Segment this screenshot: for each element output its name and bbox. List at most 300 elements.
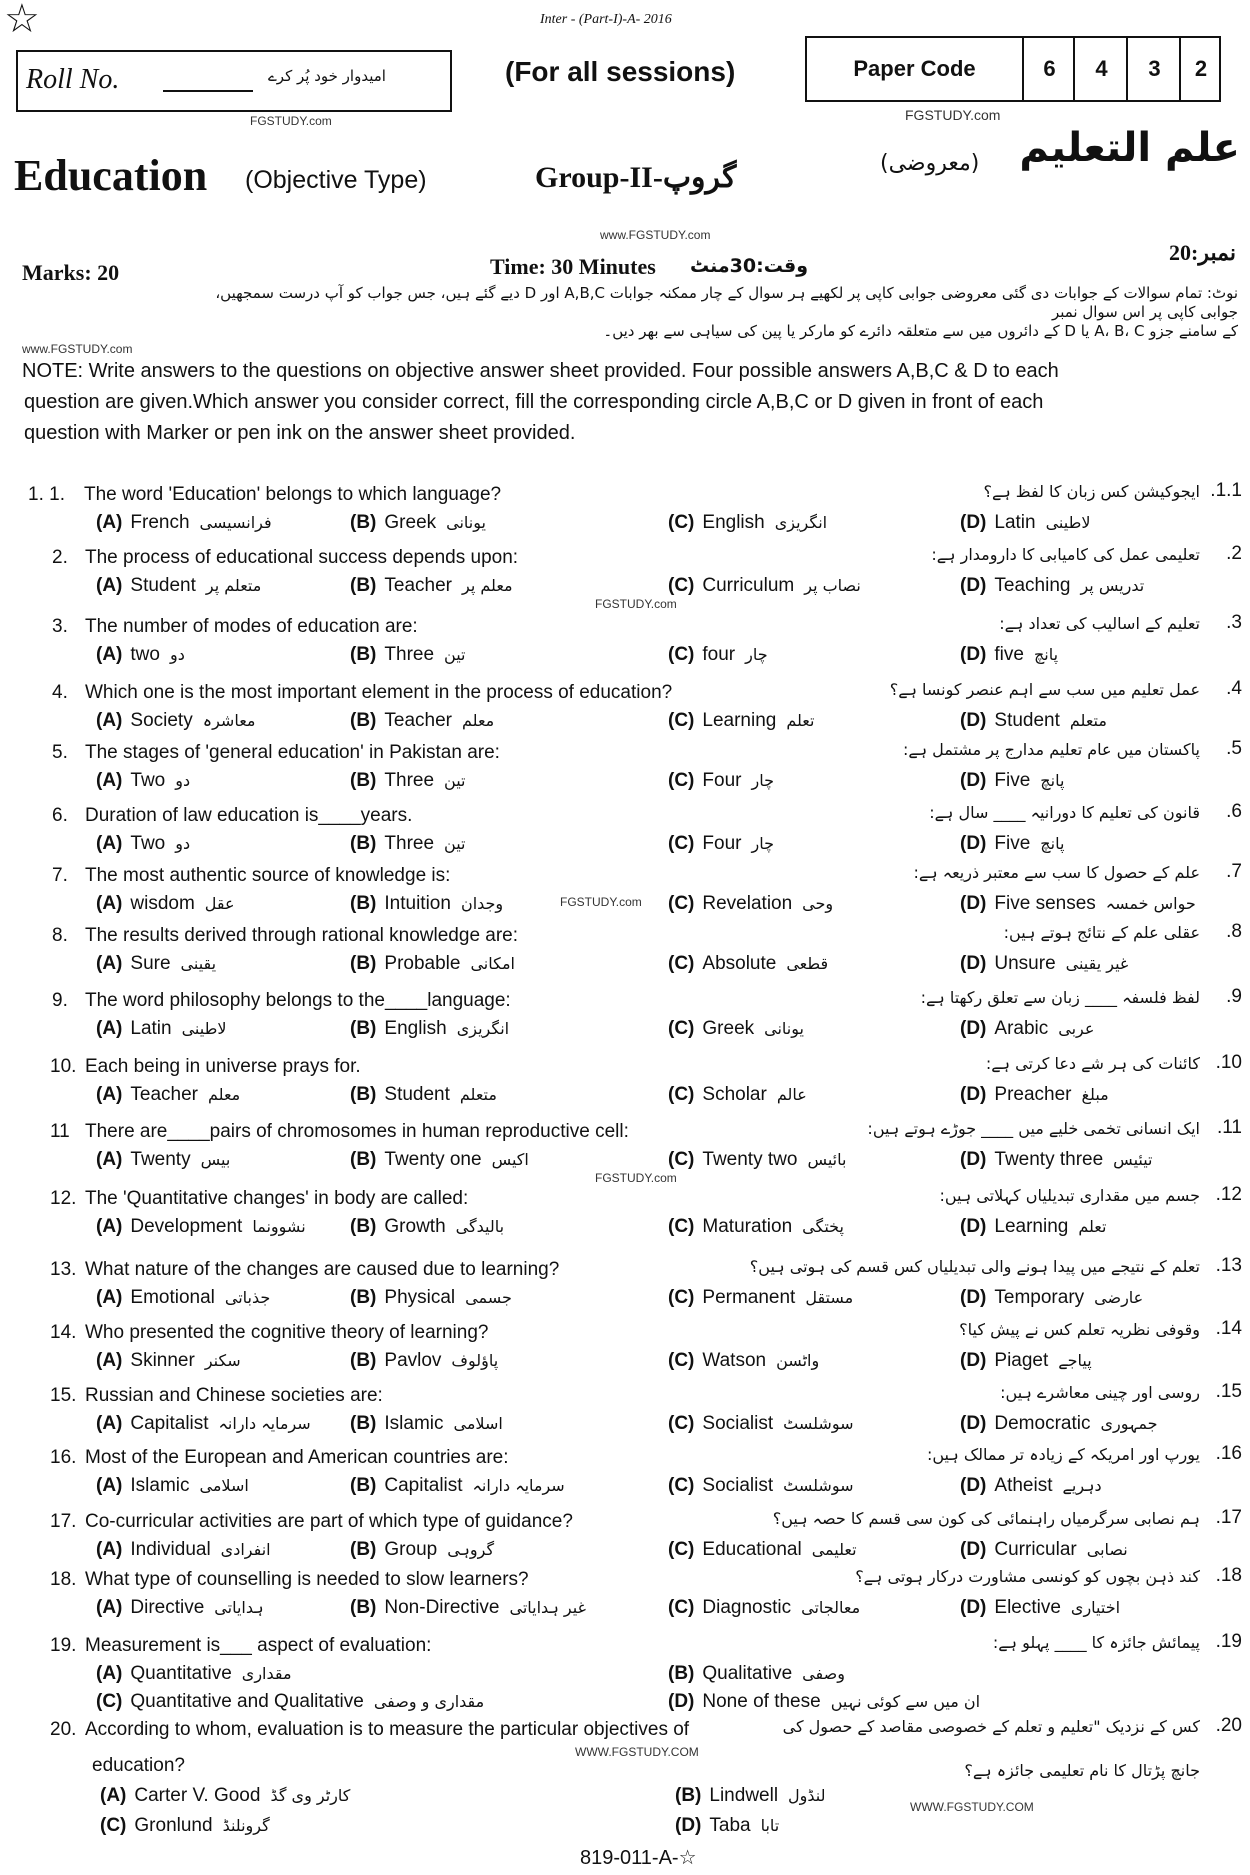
question-number: 14. <box>50 1322 77 1343</box>
option-letter: (C) <box>668 575 695 596</box>
option-letter: (A) <box>96 1149 123 1170</box>
answer-option[interactable] <box>96 953 216 975</box>
option-text-urdu: سوشلسٹ <box>783 1476 854 1495</box>
answer-option[interactable] <box>960 1216 1106 1238</box>
answer-option[interactable] <box>96 833 190 855</box>
answer-option[interactable] <box>96 1475 249 1497</box>
answer-option[interactable] <box>960 1475 1102 1497</box>
answer-option[interactable] <box>96 1287 270 1309</box>
time-urdu: وقت:30منٹ <box>690 255 809 277</box>
answer-option[interactable] <box>960 575 1144 597</box>
answer-option[interactable] <box>668 1663 845 1685</box>
question-text-urdu: علم کے حصول کا سب سے معتبر ذریعہ ہے: <box>913 863 1200 882</box>
option-letter: (B) <box>350 1216 377 1237</box>
option-letter: (B) <box>350 1287 377 1308</box>
answer-option[interactable] <box>960 1597 1120 1619</box>
option-text-urdu: امکانی <box>470 954 515 973</box>
footer-code: 819-011-A-☆ <box>580 1847 697 1869</box>
watermark: FGSTUDY.com <box>595 1171 677 1185</box>
option-letter: (C) <box>668 1597 695 1618</box>
answer-option[interactable] <box>350 893 503 915</box>
option-letter: (A) <box>96 1475 123 1496</box>
option-text-urdu: اسلامی <box>199 1476 249 1495</box>
answer-option[interactable] <box>668 1691 980 1713</box>
option-text: Twenty two <box>702 1149 798 1170</box>
answer-option[interactable] <box>350 512 486 534</box>
option-text: Emotional <box>130 1287 215 1308</box>
answer-option[interactable] <box>96 1691 484 1713</box>
option-text-urdu: تابا <box>760 1816 780 1835</box>
option-letter: (A) <box>96 644 123 665</box>
option-text: Permanent <box>702 1287 796 1308</box>
option-letter: (C) <box>668 1084 695 1105</box>
option-letter: (C) <box>668 1475 695 1496</box>
answer-option[interactable] <box>350 1149 529 1171</box>
question-text: What nature of the changes are caused due to learning? <box>85 1259 560 1280</box>
option-text-urdu: تعلم <box>786 711 815 730</box>
question-number: 10. <box>50 1056 77 1077</box>
option-text: Two <box>130 833 166 854</box>
option-text: Qualitative <box>702 1663 793 1684</box>
option-letter: (A) <box>100 1785 127 1806</box>
subject-title: Education <box>14 151 208 200</box>
note-urdu <box>200 284 1238 341</box>
question-number-urdu: .15 <box>1215 1381 1242 1402</box>
option-letter: (B) <box>350 644 377 665</box>
option-text-urdu: لاطینی <box>1045 513 1091 532</box>
option-text: Educational <box>702 1539 802 1560</box>
answer-option[interactable] <box>960 1084 1109 1106</box>
option-text-urdu: جذباتی <box>224 1288 271 1307</box>
answer-option[interactable] <box>960 512 1090 534</box>
question-number: 19. <box>50 1635 77 1656</box>
answer-option[interactable] <box>96 512 272 534</box>
option-text-urdu: تعلم <box>1078 1217 1107 1236</box>
paper-code-box <box>805 36 1221 102</box>
option-text: Socialist <box>702 1475 774 1496</box>
answer-option[interactable] <box>960 710 1107 732</box>
question-text: Co-curricular activities are part of which type of guidance? <box>85 1511 573 1532</box>
question-text: Which one is the most important element in the process of education? <box>85 682 673 703</box>
answer-option[interactable] <box>960 644 1058 666</box>
question-text-urdu: ایک انسانی تخمی خلیے میں ____ جوڑے ہوتے ہیں: <box>867 1119 1200 1138</box>
option-letter: (A) <box>96 575 123 596</box>
option-text-urdu: معالجاتی <box>801 1598 861 1617</box>
option-text-urdu: نشوونما <box>252 1217 306 1236</box>
option-text: Teacher <box>384 710 452 731</box>
option-letter: (C) <box>668 644 695 665</box>
answer-option[interactable] <box>668 1287 853 1309</box>
question-number-urdu: .6 <box>1226 801 1242 822</box>
option-text-urdu: تین <box>444 834 466 853</box>
question-text-urdu: کند ذہن بچوں کو کونسی مشاورت درکار ہوتی ہے؟ <box>855 1567 1200 1586</box>
option-text-urdu: اکیس <box>491 1150 529 1169</box>
answer-option[interactable] <box>668 1084 807 1106</box>
question-text-urdu: ایجوکیشن کس زبان کا لفظ ہے؟ <box>983 482 1200 501</box>
option-letter: (D) <box>960 710 987 731</box>
answer-option[interactable] <box>668 1350 819 1372</box>
question-number: 18. <box>50 1569 77 1590</box>
option-text: Twenty <box>130 1149 191 1170</box>
option-text-urdu: عارضی <box>1094 1288 1144 1307</box>
question-number-urdu: .4 <box>1226 678 1242 699</box>
answer-option[interactable] <box>350 1597 586 1619</box>
option-letter: (A) <box>96 1216 123 1237</box>
paper-code-label: Paper Code <box>853 56 976 81</box>
option-text: Two <box>130 770 166 791</box>
option-text: Physical <box>384 1287 456 1308</box>
answer-option[interactable] <box>350 644 466 666</box>
answer-option[interactable] <box>350 710 494 732</box>
option-text: Student <box>130 575 196 596</box>
answer-option[interactable] <box>100 1785 350 1807</box>
watermark: WWW.FGSTUDY.COM <box>575 1745 699 1759</box>
paper-code-digit: 6 <box>1022 38 1075 100</box>
option-text: Curriculum <box>702 575 795 596</box>
option-text: Student <box>994 710 1060 731</box>
question-number: 6. <box>52 805 68 826</box>
answer-option[interactable] <box>96 1084 240 1106</box>
question-text-urdu: قانون کی تعلیم کا دورانیہ ____ سال ہے: <box>929 803 1200 822</box>
option-text-urdu: سکنر <box>204 1351 241 1370</box>
option-text: Islamic <box>384 1413 444 1434</box>
answer-option[interactable] <box>960 1539 1128 1561</box>
option-letter: (B) <box>350 1084 377 1105</box>
option-text-urdu: بائیس <box>807 1150 847 1169</box>
answer-option[interactable] <box>960 953 1128 975</box>
answer-option[interactable] <box>960 893 1196 915</box>
answer-option[interactable] <box>96 1018 226 1040</box>
option-text-urdu: جسمی <box>465 1288 512 1307</box>
option-text: Atheist <box>994 1475 1053 1496</box>
answer-option[interactable] <box>96 575 261 597</box>
option-letter: (A) <box>96 1539 123 1560</box>
subject-title-urdu: علم التعلیم <box>1019 125 1240 171</box>
answer-option[interactable] <box>668 710 814 732</box>
option-text: Absolute <box>702 953 777 974</box>
answer-option[interactable] <box>350 953 515 975</box>
option-text-urdu: لاطینی <box>181 1019 227 1038</box>
question-number-urdu: .10 <box>1215 1052 1242 1073</box>
question-number-urdu: .7 <box>1226 861 1242 882</box>
option-letter: (D) <box>960 1084 987 1105</box>
answer-option[interactable] <box>668 1597 860 1619</box>
question-text-urdu: لفظ فلسفہ ____ زبان سے تعلق رکھتا ہے: <box>920 988 1200 1007</box>
option-text: Maturation <box>702 1216 793 1237</box>
option-letter: (C) <box>668 953 695 974</box>
option-text: Intuition <box>384 893 451 914</box>
answer-option[interactable] <box>350 1539 494 1561</box>
option-text: Five <box>994 833 1031 854</box>
question-text-urdu: عقلی علم کے نتائج ہوتے ہیں: <box>1003 923 1200 942</box>
option-text-urdu: چار <box>751 834 774 853</box>
watermark: FGSTUDY.com <box>560 895 642 909</box>
option-text-urdu: پیاجے <box>1058 1351 1092 1370</box>
option-text: Taba <box>709 1815 751 1836</box>
answer-option[interactable] <box>960 1018 1094 1040</box>
option-text-urdu: نصاب پر <box>804 576 861 595</box>
option-letter: (C) <box>668 893 695 914</box>
answer-option[interactable] <box>668 770 774 792</box>
option-letter: (C) <box>668 710 695 731</box>
option-letter: (A) <box>96 833 123 854</box>
option-text-urdu: متعلم <box>459 1085 497 1104</box>
option-text: Revelation <box>702 893 793 914</box>
answer-option[interactable] <box>675 1785 826 1807</box>
answer-option[interactable] <box>350 1475 565 1497</box>
option-letter: (C) <box>668 833 695 854</box>
answer-option[interactable] <box>668 1018 804 1040</box>
paper-code-digit: 2 <box>1179 38 1221 100</box>
answer-option[interactable] <box>350 1413 503 1435</box>
question-number: 8. <box>52 925 68 946</box>
question-text-urdu: تعلیم کے اسالیب کی تعداد ہے: <box>999 614 1200 633</box>
objective-type: (Objective Type) <box>245 166 427 194</box>
answer-option[interactable] <box>350 1350 498 1372</box>
option-text: Diagnostic <box>702 1597 792 1618</box>
option-letter: (D) <box>960 575 987 596</box>
answer-option[interactable] <box>96 1149 230 1171</box>
answer-option[interactable] <box>960 1149 1153 1171</box>
option-text: Five senses <box>994 893 1096 914</box>
question-text-urdu: تعلیمی عمل کی کامیابی کا دارومدار ہے: <box>931 545 1200 564</box>
option-text-urdu: غیر یقینی <box>1065 954 1129 973</box>
answer-option[interactable] <box>96 1539 271 1561</box>
option-text-urdu: مستقل <box>805 1288 854 1307</box>
option-text: Sure <box>130 953 171 974</box>
question-text: Duration of law education is____years. <box>85 805 413 826</box>
question-number-urdu: .1.1 <box>1210 480 1242 501</box>
option-letter: (D) <box>960 1287 987 1308</box>
answer-option[interactable] <box>96 1597 264 1619</box>
option-letter: (C) <box>668 1413 695 1434</box>
answer-option[interactable] <box>96 1350 241 1372</box>
answer-option[interactable] <box>350 1216 504 1238</box>
answer-option[interactable] <box>350 575 513 597</box>
answer-option[interactable] <box>960 770 1064 792</box>
option-text-urdu: ان میں سے کوئی نہیں <box>830 1692 981 1711</box>
option-text-urdu: غیر ہدایاتی <box>509 1598 586 1617</box>
option-text-urdu: دو <box>169 645 185 664</box>
option-text-urdu: تین <box>444 771 466 790</box>
question-text: Russian and Chinese societies are: <box>85 1385 383 1406</box>
option-text: four <box>702 644 736 665</box>
answer-option[interactable] <box>668 833 774 855</box>
option-text-urdu: معلم پر <box>462 576 513 595</box>
option-text: Three <box>384 833 435 854</box>
option-text: Development <box>130 1216 243 1237</box>
question-text: Most of the European and American countries are: <box>85 1447 509 1468</box>
answer-option[interactable] <box>350 833 466 855</box>
question-number: 1. 1. <box>28 484 65 505</box>
option-text: Latin <box>130 1018 172 1039</box>
question-text-urdu: یورپ اور امریکہ کے زیادہ تر ممالک ہیں: <box>926 1445 1200 1464</box>
answer-option[interactable] <box>668 644 768 666</box>
question-number-urdu: .2 <box>1226 543 1242 564</box>
question-number: 2. <box>52 547 68 568</box>
option-text: Democratic <box>994 1413 1091 1434</box>
option-letter: (B) <box>350 1597 377 1618</box>
answer-option[interactable] <box>668 1413 854 1435</box>
option-text: Learning <box>994 1216 1069 1237</box>
question-number-urdu: .11 <box>1216 1117 1242 1138</box>
answer-option[interactable] <box>668 953 828 975</box>
question-text-urdu: روسی اور چینی معاشرے ہیں: <box>1000 1383 1200 1402</box>
answer-option[interactable] <box>350 1084 497 1106</box>
option-letter: (D) <box>960 1539 987 1560</box>
answer-option[interactable] <box>96 710 255 732</box>
option-text-urdu: انگریزی <box>774 513 828 532</box>
option-text: Islamic <box>130 1475 190 1496</box>
answer-option[interactable] <box>668 1539 857 1561</box>
option-letter: (B) <box>350 1018 377 1039</box>
option-text: English <box>702 512 765 533</box>
answer-option[interactable] <box>675 1815 779 1837</box>
option-letter: (D) <box>960 644 987 665</box>
option-text: Temporary <box>994 1287 1085 1308</box>
option-letter: (B) <box>350 1475 377 1496</box>
marks-label: Marks: 20 <box>22 260 120 285</box>
option-letter: (B) <box>350 1350 377 1371</box>
option-text: Watson <box>702 1350 767 1371</box>
roll-number-box[interactable] <box>16 50 452 112</box>
star-icon: ☆ <box>4 0 40 41</box>
answer-option[interactable] <box>668 893 833 915</box>
option-text-urdu: سرمایہ دارانہ <box>472 1476 565 1495</box>
option-letter: (B) <box>350 833 377 854</box>
option-letter: (B) <box>668 1663 695 1684</box>
option-text-urdu: گروہی <box>447 1540 495 1559</box>
question-number: 11 <box>50 1121 70 1142</box>
option-text: wisdom <box>130 893 195 914</box>
question-number: 17. <box>50 1511 77 1532</box>
note-urdu-line: نوٹ: تمام سوالات کے جوابات دی گئی معروضی جوابی کاپی پر لکھیے ہر سوال کے چار ممکنہ جوابات A,B,C اور D دیے گئے ہیں، جس جواب کو آپ درست سمجھیں، جوابی کاپی پر اس سوال نمبر <box>215 284 1238 321</box>
option-text-urdu: یونانی <box>764 1019 804 1038</box>
answer-option[interactable] <box>960 1413 1158 1435</box>
option-text-urdu: وصفی <box>802 1664 845 1683</box>
option-text: Four <box>702 770 742 791</box>
answer-option[interactable] <box>96 1216 306 1238</box>
option-text-urdu: پانچ <box>1040 771 1065 790</box>
option-letter: (B) <box>350 1413 377 1434</box>
option-text-urdu: تین <box>444 645 466 664</box>
answer-option[interactable] <box>668 1216 844 1238</box>
roll-urdu: امیدوار خود پُر کرے <box>268 67 386 85</box>
answer-option[interactable] <box>960 1350 1092 1372</box>
option-letter: (B) <box>350 893 377 914</box>
question-text: There are____pairs of chromosomes in human reproductive cell: <box>85 1121 629 1142</box>
option-text: Directive <box>130 1597 205 1618</box>
option-text-urdu: معلم <box>208 1085 241 1104</box>
question-number-urdu: .12 <box>1215 1184 1242 1205</box>
option-text: Elective <box>994 1597 1061 1618</box>
option-letter: (C) <box>668 770 695 791</box>
option-text: Curricular <box>994 1539 1077 1560</box>
option-text: Carter V. Good <box>134 1785 261 1806</box>
option-text-urdu: دہریے <box>1062 1476 1102 1495</box>
answer-option[interactable] <box>96 1663 292 1685</box>
option-text-urdu: سوشلسٹ <box>783 1414 854 1433</box>
option-text-urdu: تدریس پر <box>1080 576 1145 595</box>
question-number: 20. <box>50 1719 77 1740</box>
option-text: Gronlund <box>134 1815 213 1836</box>
option-letter: (D) <box>960 953 987 974</box>
option-letter: (B) <box>350 1539 377 1560</box>
answer-option[interactable] <box>96 644 185 666</box>
option-text: Teacher <box>384 575 452 596</box>
question-text: Measurement is___ aspect of evaluation: <box>85 1635 432 1656</box>
option-letter: (A) <box>96 893 123 914</box>
option-text: Capitalist <box>384 1475 463 1496</box>
option-text: Preacher <box>994 1084 1072 1105</box>
answer-option[interactable] <box>96 893 235 915</box>
option-text-urdu: یقینی <box>180 954 217 973</box>
question-number-urdu: .9 <box>1226 986 1242 1007</box>
answer-option[interactable] <box>960 1287 1143 1309</box>
option-text: Pavlov <box>384 1350 442 1371</box>
question-text: The results derived through rational knowledge are: <box>85 925 519 946</box>
question-text-urdu: جسم میں مقداری تبدیلیاں کہلاتی ہیں: <box>939 1186 1200 1205</box>
question-number-urdu: .3 <box>1226 612 1242 633</box>
note-line: NOTE: Write answers to the questions on objective answer sheet provided. Four possible answers A,B,C & D to each <box>22 360 1059 382</box>
option-text: Socialist <box>702 1413 774 1434</box>
option-text-urdu: معاشرہ <box>202 711 256 730</box>
answer-option[interactable] <box>96 770 190 792</box>
answer-option[interactable] <box>350 1018 509 1040</box>
answer-option[interactable] <box>668 1149 846 1171</box>
option-text: Society <box>130 710 193 731</box>
option-letter: (C) <box>668 512 695 533</box>
answer-option[interactable] <box>668 512 827 534</box>
option-text: Lindwell <box>709 1785 779 1806</box>
watermark: FGSTUDY.com <box>250 114 332 128</box>
answer-option[interactable] <box>960 833 1064 855</box>
option-text-urdu: متعلم <box>1069 711 1107 730</box>
question-text-urdu: وقوفی نظریہ تعلم کس نے پیش کیا؟ <box>959 1320 1200 1339</box>
sessions-label: (For all sessions) <box>505 56 736 87</box>
question-number-urdu: .16 <box>1215 1443 1242 1464</box>
answer-option[interactable] <box>350 770 466 792</box>
option-letter: (B) <box>350 710 377 731</box>
question-number-urdu: .19 <box>1215 1631 1242 1652</box>
option-letter: (C) <box>100 1815 127 1836</box>
question-text: education? <box>92 1755 185 1776</box>
option-text: Quantitative and Qualitative <box>130 1691 364 1712</box>
answer-option[interactable] <box>100 1815 270 1837</box>
question-number: 7. <box>52 865 68 886</box>
answer-option[interactable] <box>668 1475 854 1497</box>
question-text-urdu: عمل تعلیم میں سب سے اہم عنصر کونسا ہے؟ <box>889 680 1200 699</box>
option-text-urdu: پاؤلوف <box>451 1351 499 1370</box>
option-letter: (D) <box>668 1691 695 1712</box>
answer-option[interactable] <box>350 1287 512 1309</box>
option-text: Scholar <box>702 1084 767 1105</box>
option-text: Latin <box>994 512 1036 533</box>
answer-option[interactable] <box>96 1413 311 1435</box>
question-number: 9. <box>52 990 68 1011</box>
option-text: Quantitative <box>130 1663 232 1684</box>
question-text-urdu: تعلم کے نتیجے میں پیدا ہونے والی تبدیلیاں کس قسم کی ہوتی ہیں؟ <box>749 1257 1200 1276</box>
question-text: The process of educational success depends upon: <box>85 547 519 568</box>
option-letter: (C) <box>96 1691 123 1712</box>
question-text: Who presented the cognitive theory of learning? <box>85 1322 489 1343</box>
question-number-urdu: .17 <box>1215 1507 1242 1528</box>
answer-option[interactable] <box>668 575 861 597</box>
option-text-urdu: عقل <box>204 894 235 913</box>
option-text: English <box>384 1018 447 1039</box>
marks-urdu: نمبر:20 <box>1169 240 1236 265</box>
question-text-urdu: کائنات کی ہر شے دعا کرتی ہے: <box>985 1054 1200 1073</box>
